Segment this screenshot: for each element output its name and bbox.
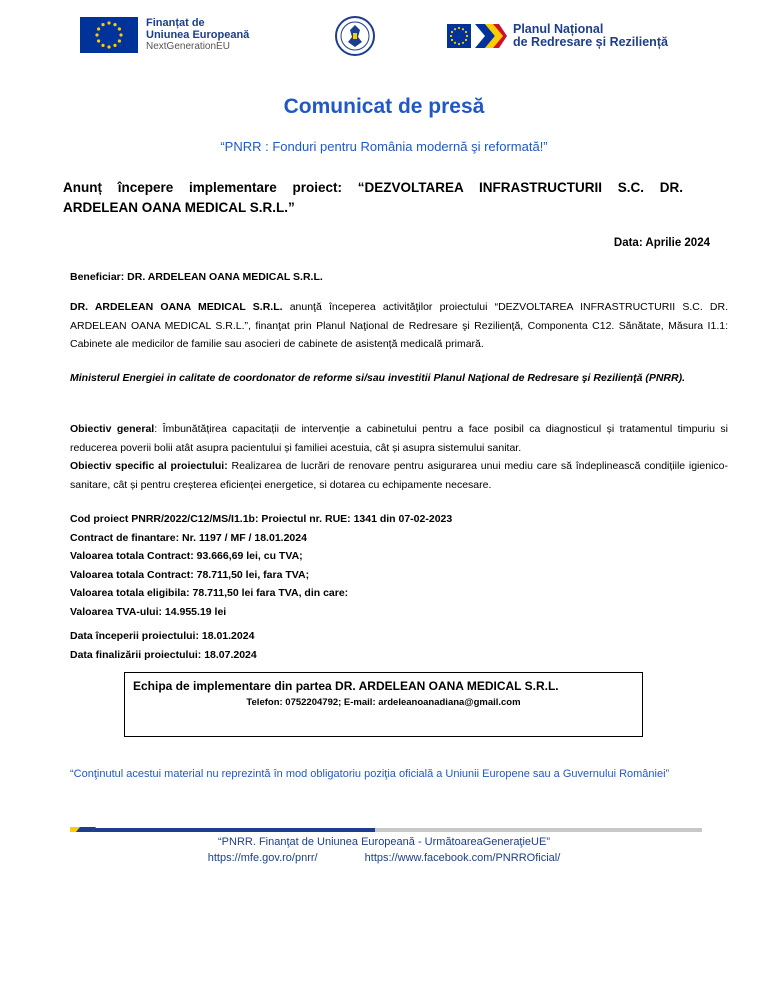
project-details — [70, 510, 728, 621]
eu-logo-line1: Finanțat de — [146, 17, 205, 29]
footer — [0, 834, 768, 866]
specific-objective — [70, 457, 728, 494]
detail-line: Contract de finantare: Nr. 1197 / MF / 18.01.2024 — [70, 531, 307, 544]
contact-title: Echipa de implementare din partea DR. ARDELEAN OANA MEDICAL S.R.L. — [133, 679, 559, 693]
ministry-paragraph: Ministerul Energiei in calitate de coordonator de reforme si/sau investitii Planul Naţional de Redresare şi Rezilienţă (PNRR). — [70, 372, 685, 384]
detail-line: Cod proiect PNRR/2022/C12/MS/I1.1b: Proiectul nr. RUE: 1341 din 07-02-2023 — [70, 513, 453, 525]
pnrr-logo-line1: Planul Național — [513, 22, 604, 36]
footer-link-facebook[interactable]: https://www.facebook.com/PNRROficial/ — [364, 852, 561, 864]
end-date: Data finalizării proiectului: 18.07.2024 — [70, 648, 257, 661]
start-date: Data începerii proiectului: 18.01.2024 — [70, 630, 255, 642]
announcement-heading — [63, 178, 683, 218]
intro-text: anunţă începerea activităţilor proiectului “DEZVOLTAREA INFRASTRUCTURII S.C. DR. ARDELEAN OANA MEDICAL S.R.L.”, finanţat prin Planul Naţional de Redresare şi Rezilienţă, Componenta C12. Sănătate, Măsura I1.1: Cabinete ale medicilor de familie sau asocieri de cabinete de asistență medicală primară. — [70, 301, 728, 350]
intro-company: DR. ARDELEAN OANA MEDICAL S.R.L. — [70, 301, 283, 313]
contact-details: Telefon: 0752204792; E-mail: ardeleanoanadiana@gmail.com — [246, 697, 521, 708]
footer-link-mfe[interactable]: https://mfe.gov.ro/pnrr/ — [207, 852, 318, 864]
eu-logo-line3: NextGenerationEU — [146, 41, 230, 52]
project-dates — [70, 627, 728, 664]
contact-box — [124, 672, 643, 737]
beneficiary-line: Beneficiar: DR. ARDELEAN OANA MEDICAL S.R.L. — [70, 271, 323, 283]
pnrr-logo — [447, 20, 668, 52]
announcement-line1: Anunț începere implementare proiect: “DEZVOLTAREA INFRASTRUCTURII S.C. DR. — [63, 180, 683, 195]
page-subtitle: “PNRR : Fonduri pentru România modernă şi reformată!” — [220, 139, 548, 154]
eu-funding-logo — [80, 17, 249, 53]
announcement-line2: ARDELEAN OANA MEDICAL S.R.L.” — [63, 200, 295, 215]
general-objective-text: : Îmbunătățirea capacitații de intervenție a cabinetului pentru a face posibil ca diagnosticul și tratamentul timpuriu si reducerea poverii bolii atât asupra pacientului și familiei acestuia, cât și asupra sistemului sanitar. — [70, 423, 728, 454]
footer-divider — [70, 820, 702, 827]
general-objective-label: Obiectiv general — [70, 423, 155, 435]
press-date: Data: Aprilie 2024 — [613, 237, 710, 249]
detail-line: Valoarea totala Contract: 78.711,50 lei, fara TVA; — [70, 568, 310, 581]
specific-objective-text: Realizarea de lucrări de renovare pentru asigurarea unui mediu care să îndeplinească condițiile igienico-sanitare, cât și pentru creșterea eficienței energetice, si dotarea cu echipamente necesare. — [70, 460, 728, 491]
eu-flag-icon — [80, 17, 138, 53]
detail-line: Valoarea totala Contract: 93.666,69 lei, cu TVA; — [70, 550, 303, 562]
disclaimer: “Conţinutul acestui material nu reprezintă în mod obligatoriu poziţia oficială a Uniunii Europene sau a Guvernului României” — [70, 768, 670, 780]
pnrr-flag-icon — [447, 20, 507, 52]
footer-tagline: “PNRR. Finanţat de Uniunea Europeană - UrmătoareaGeneraţieUE” — [218, 836, 550, 848]
detail-line: Valoarea totala eligibila: 78.711,50 lei fara TVA, din care: — [70, 587, 349, 599]
pnrr-logo-line2: de Redresare și Reziliență — [513, 35, 668, 49]
eu-logo-line2: Uniunea Europeană — [146, 29, 250, 41]
detail-line: Valoarea TVA-ului: 14.955.19 lei — [70, 605, 227, 618]
general-objective — [70, 420, 728, 457]
specific-objective-label: Obiectiv specific al proiectului: — [70, 460, 228, 472]
government-seal-icon — [329, 15, 381, 57]
intro-paragraph — [70, 298, 728, 354]
page-title: Comunicat de presă — [283, 95, 485, 118]
objectives-section — [70, 420, 728, 494]
